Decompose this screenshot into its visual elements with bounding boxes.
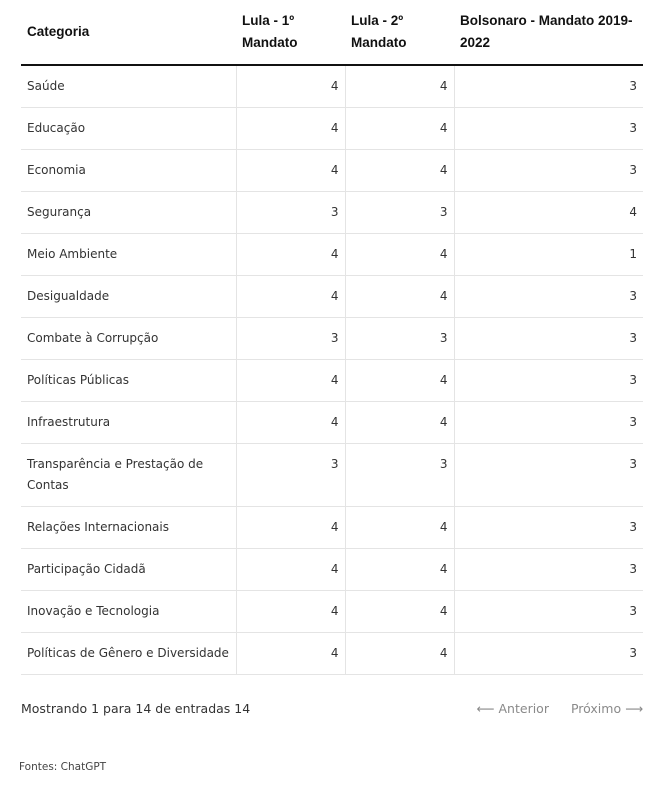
table-body	[21, 65, 643, 675]
row-score-cell: 3	[236, 192, 345, 234]
row-score-cell: 3	[345, 192, 454, 234]
row-score-cell: 3	[454, 276, 643, 318]
row-category-cell: Infraestrutura	[21, 402, 236, 444]
row-score-cell: 4	[236, 234, 345, 276]
table-row	[21, 360, 643, 402]
row-category-cell: Economia	[21, 150, 236, 192]
pagination-info: Mostrando 1 para 14 de entradas 14	[21, 701, 251, 716]
row-score-cell: 4	[345, 360, 454, 402]
row-score-cell: 3	[236, 318, 345, 360]
column-header-categoria[interactable]: Categoria	[21, 0, 236, 65]
row-score-cell: 4	[345, 633, 454, 675]
column-header-lula-1[interactable]: Lula - 1º Mandato	[236, 0, 345, 65]
data-table	[21, 0, 643, 675]
table-row	[21, 65, 643, 108]
row-score-cell: 3	[454, 65, 643, 108]
row-score-cell: 4	[236, 402, 345, 444]
row-score-cell: 3	[345, 444, 454, 507]
row-score-cell: 3	[454, 150, 643, 192]
table-row	[21, 276, 643, 318]
row-score-cell: 4	[345, 276, 454, 318]
row-score-cell: 4	[345, 591, 454, 633]
row-category-cell: Políticas de Gênero e Diversidade	[21, 633, 236, 675]
row-category-cell: Inovação e Tecnologia	[21, 591, 236, 633]
data-table-container	[21, 0, 643, 675]
table-row	[21, 234, 643, 276]
table-row	[21, 507, 643, 549]
row-score-cell: 1	[454, 234, 643, 276]
row-score-cell: 3	[454, 549, 643, 591]
row-score-cell: 4	[345, 65, 454, 108]
table-row	[21, 633, 643, 675]
table-footer	[21, 698, 643, 722]
row-category-cell: Meio Ambiente	[21, 234, 236, 276]
row-score-cell: 3	[345, 318, 454, 360]
row-score-cell: 4	[236, 150, 345, 192]
row-category-cell: Saúde	[21, 65, 236, 108]
row-score-cell: 4	[236, 633, 345, 675]
row-score-cell: 4	[345, 234, 454, 276]
table-row	[21, 150, 643, 192]
row-category-cell: Educação	[21, 108, 236, 150]
row-score-cell: 3	[454, 360, 643, 402]
next-page-button[interactable]: Próximo ⟶	[570, 701, 643, 716]
table-row	[21, 591, 643, 633]
row-score-cell: 4	[236, 591, 345, 633]
previous-page-button[interactable]: ⟵ Anterior	[476, 701, 549, 716]
table-row	[21, 402, 643, 444]
row-score-cell: 4	[345, 507, 454, 549]
row-category-cell: Relações Internacionais	[21, 507, 236, 549]
table-row	[21, 108, 643, 150]
row-score-cell: 4	[236, 108, 345, 150]
row-category-cell: Participação Cidadã	[21, 549, 236, 591]
row-score-cell: 4	[236, 65, 345, 108]
row-score-cell: 3	[236, 444, 345, 507]
source-note: Fontes: ChatGPT	[19, 761, 107, 773]
row-score-cell: 3	[454, 444, 643, 507]
row-score-cell: 4	[345, 549, 454, 591]
table-row	[21, 444, 643, 507]
row-score-cell: 3	[454, 318, 643, 360]
row-score-cell: 3	[454, 591, 643, 633]
row-category-cell: Transparência e Prestação de Contas	[21, 444, 236, 507]
table-row	[21, 549, 643, 591]
column-header-bolsonaro[interactable]: Bolsonaro - Mandato 2019-2022	[454, 0, 643, 65]
column-header-lula-2[interactable]: Lula - 2º Mandato	[345, 0, 454, 65]
row-score-cell: 4	[345, 108, 454, 150]
row-score-cell: 4	[345, 150, 454, 192]
table-row	[21, 192, 643, 234]
row-category-cell: Combate à Corrupção	[21, 318, 236, 360]
row-score-cell: 3	[454, 108, 643, 150]
row-category-cell: Segurança	[21, 192, 236, 234]
row-score-cell: 3	[454, 507, 643, 549]
row-score-cell: 4	[236, 549, 345, 591]
row-score-cell: 4	[454, 192, 643, 234]
row-category-cell: Desigualdade	[21, 276, 236, 318]
row-score-cell: 3	[454, 633, 643, 675]
row-score-cell: 3	[454, 402, 643, 444]
row-score-cell: 4	[236, 360, 345, 402]
table-row	[21, 318, 643, 360]
row-category-cell: Políticas Públicas	[21, 360, 236, 402]
row-score-cell: 4	[236, 507, 345, 549]
table-header-row	[21, 0, 643, 65]
row-score-cell: 4	[345, 402, 454, 444]
pagination-nav	[459, 701, 643, 716]
row-score-cell: 4	[236, 276, 345, 318]
